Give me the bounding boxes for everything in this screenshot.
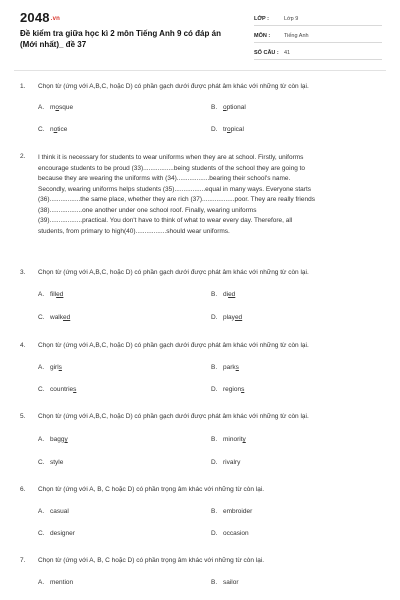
header: [0, 0, 400, 70]
question-number: 7.: [20, 557, 26, 564]
header-divider: [14, 70, 386, 71]
exam-meta: [254, 12, 382, 63]
passage-line: (39)..................practical. You don't have to think of what to wear every day. Therefore, all: [38, 217, 293, 224]
passage-line: I think it is necessary for students to wear uniforms when they are at school. Firstly, uniforms: [38, 154, 304, 161]
question-number: 4.: [20, 342, 26, 349]
question-text: Chọn từ (ứng với A, B, C hoặc D) có phần trọng âm khác với những từ còn lại.: [38, 557, 265, 564]
question-number: 2.: [20, 153, 26, 160]
meta-label: LỚP :: [254, 15, 269, 22]
question-number: 3.: [20, 269, 26, 276]
option-c[interactable]: C. designer: [38, 530, 75, 537]
question-text: Chọn từ (ứng với A,B,C, hoặc D) có phần gạch dưới được phát âm khác với những từ còn lại.: [38, 342, 309, 349]
option-d[interactable]: D. rivalry: [211, 459, 241, 466]
meta-value: Lớp 9: [284, 15, 299, 22]
option-a[interactable]: A. casual: [38, 508, 69, 515]
meta-subject-row: [254, 29, 382, 43]
option-b[interactable]: B. parks: [211, 364, 239, 371]
question-text: Chọn từ (ứng với A,B,C, hoặc D) có phần gạch dưới được phát âm khác với những từ còn lại.: [38, 269, 309, 276]
meta-label: MÔN :: [254, 32, 271, 39]
question-text: Chọn từ (ứng với A,B,C, hoặc D) có phần gạch dưới được phát âm khác với những từ còn lại.: [38, 83, 309, 90]
option-a[interactable]: A. filled: [38, 291, 64, 298]
option-d[interactable]: D. played: [211, 314, 243, 321]
question-number: 5.: [20, 413, 26, 420]
option-c[interactable]: C. countries: [38, 386, 77, 393]
passage-line: because they are wearing the uniforms with (34)..................bearing their school's name.: [38, 175, 291, 182]
option-b[interactable]: B. minority: [211, 436, 246, 443]
option-d[interactable]: D. tropical: [211, 126, 244, 133]
option-a[interactable]: A. mosque: [38, 104, 74, 111]
passage-line: (38)..................one another under one school roof. Finally, wearing uniforms: [38, 206, 257, 214]
meta-label: SỐ CÂU :: [254, 49, 279, 56]
option-a[interactable]: A. mention: [38, 579, 74, 586]
option-c[interactable]: C. style: [38, 459, 64, 466]
passage-line: Secondly, wearing uniforms helps students (35).................equal in many ways. Everyone starts: [38, 185, 312, 193]
option-b[interactable]: B. sailor: [211, 579, 239, 586]
meta-value: 41: [284, 49, 291, 56]
option-b[interactable]: B. died: [211, 291, 236, 298]
passage-line: students, from primary to high(40).................should wear uniforms.: [38, 227, 230, 235]
reading-passage: [38, 153, 378, 237]
passage-line: encourage students to be proud (33).................being students of the school they are going to: [38, 164, 306, 172]
option-c[interactable]: C. notice: [38, 126, 68, 133]
option-b[interactable]: B. optional: [211, 104, 246, 111]
site-logo[interactable]: 2048.vn: [20, 10, 61, 25]
passage-line: (36).................the same place, whether they are rich (37)..................poor. They are really friends: [38, 196, 315, 203]
question-text: Chọn từ (ứng với A,B,C, hoặc D) có phần gạch dưới được phát âm khác với những từ còn lại.: [38, 413, 309, 420]
option-b[interactable]: B. embroider: [211, 508, 253, 515]
option-c[interactable]: C. walked: [38, 314, 71, 321]
option-a[interactable]: A. baggy: [38, 436, 68, 443]
option-a[interactable]: A. girls: [38, 364, 62, 371]
meta-count-row: [254, 46, 382, 60]
page-title: Đề kiểm tra giữa học kì 2 môn Tiếng Anh 9 có đáp án (Mới nhất)_ đề 37: [20, 29, 221, 49]
question-number: 6.: [20, 486, 26, 493]
meta-class-row: [254, 12, 382, 26]
meta-value: Tiếng Anh: [284, 32, 309, 39]
option-d[interactable]: D. occasion: [211, 530, 249, 537]
question-text: Chọn từ (ứng với A, B, C hoặc D) có phần trọng âm khác với những từ còn lại.: [38, 486, 265, 493]
question-number: 1.: [20, 83, 26, 90]
option-d[interactable]: D. regions: [211, 386, 245, 393]
